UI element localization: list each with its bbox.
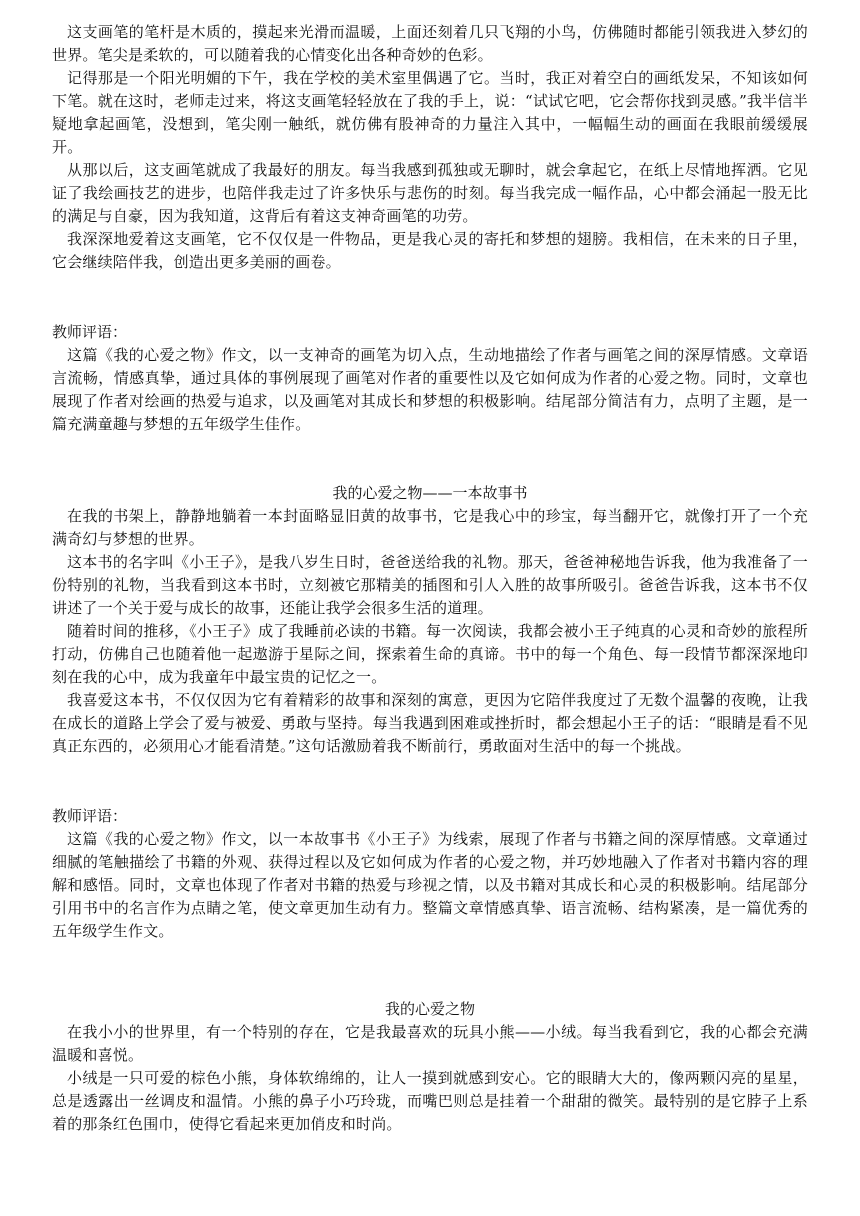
essay-2 [52,482,808,758]
essay-3-title: 我的心爱之物 [384,1000,475,1018]
essay-3-paragraph: 在我小小的世界里，有一个特别的存在，它是我最喜欢的玩具小熊——小绒。每当我看到它，我的心都会充满温暖和喜悦。 [52,1023,808,1064]
teacher-review-1 [52,321,808,436]
essay-3-paragraph: 小绒是一只可爱的棕色小熊，身体软绵绵的，让人一摸到就感到安心。它的眼睛大大的，像两颗闪亮的星星，总是透露出一丝调皮和温情。小熊的鼻子小巧玲珑，而嘴巴则总是挂着一个甜甜的微笑。最特别的是它脖子上系着的那条红色围巾，使得它看起来更加俏皮和时尚。 [52,1069,808,1133]
teacher-review-text: 这篇《我的心爱之物》作文，以一支神奇的画笔为切入点，生动地描绘了作者与画笔之间的深厚情感。文章语言流畅，情感真挚，通过具体的事例展现了画笔对作者的重要性以及它如何成为作者的心爱之物。同时，文章也展现了作者对绘画的热爱与追求，以及画笔对其成长和梦想的积极影响。结尾部分简洁有力，点明了主题，是一篇充满童趣与梦想的五年级学生佳作。 [52,346,808,433]
essay-1-paragraph: 我深深地爱着这支画笔，它不仅仅是一件物品，更是我心灵的寄托和梦想的翅膀。我相信，在未来的日子里，它会继续陪伴我，创造出更多美丽的画卷。 [52,230,808,271]
teacher-review-label: 教师评语： [52,807,128,825]
teacher-review-2 [52,805,808,943]
teacher-review-label: 教师评语： [52,323,128,341]
essay-3 [52,998,808,1136]
teacher-review-text: 这篇《我的心爱之物》作文，以一本故事书《小王子》为线索，展现了作者与书籍之间的深厚情感。文章通过细腻的笔触描绘了书籍的外观、获得过程以及它如何成为作者的心爱之物，并巧妙地融入了作者对书籍内容的理解和感悟。同时，文章也体现了作者对书籍的热爱与珍视之情，以及书籍对其成长和心灵的积极影响。结尾部分引用书中的名言作为点睛之笔，使文章更加生动有力。整篇文章情感真挚、语言流畅、结构紧凑，是一篇优秀的五年级学生作文。 [52,830,808,940]
essay-1-paragraph: 从那以后，这支画笔就成了我最好的朋友。每当我感到孤独或无聊时，就会拿起它，在纸上尽情地挥洒。它见证了我绘画技艺的进步，也陪伴我走过了许多快乐与悲伤的时刻。每当我完成一幅作品，心中都会涌起一股无比的满足与自豪，因为我知道，这背后有着这支神奇画笔的功劳。 [52,161,808,225]
essay-2-paragraph: 在我的书架上，静静地躺着一本封面略显旧黄的故事书，它是我心中的珍宝，每当翻开它，就像打开了一个充满奇幻与梦想的世界。 [52,507,808,548]
essay-1-paragraph: 这支画笔的笔杆是木质的，摸起来光滑而温暖，上面还刻着几只飞翔的小鸟，仿佛随时都能引领我进入梦幻的世界。笔尖是柔软的，可以随着我的心情变化出各种奇妙的色彩。 [52,23,808,64]
essay-2-paragraph: 我喜爱这本书，不仅仅因为它有着精彩的故事和深刻的寓意，更因为它陪伴我度过了无数个温馨的夜晚，让我在成长的道路上学会了爱与被爱、勇敢与坚持。每当我遇到困难或挫折时，都会想起小王子的话：“眼睛是看不见真正东西的，必须用心才能看清楚。”这句话激励着我不断前行，勇敢面对生活中的每一个挑战。 [52,691,808,755]
essay-2-title: 我的心爱之物——一本故事书 [332,484,528,502]
essay-1-paragraph: 记得那是一个阳光明媚的下午，我在学校的美术室里偶遇了它。当时，我正对着空白的画纸发呆，不知该如何下笔。就在这时，老师走过来，将这支画笔轻轻放在了我的手上，说：“试试它吧，它会帮你找到灵感。”我半信半疑地拿起画笔，没想到，笔尖刚一触纸，就仿佛有股神奇的力量注入其中，一幅幅生动的画面在我眼前缓缓展开。 [52,69,808,156]
essay-1-continuation [52,21,808,274]
essay-2-paragraph: 这本书的名字叫《小王子》，是我八岁生日时，爸爸送给我的礼物。那天，爸爸神秘地告诉我，他为我准备了一份特别的礼物，当我看到这本书时，立刻被它那精美的插图和引人入胜的故事所吸引。爸爸告诉我，这本书不仅讲述了一个关于爱与成长的故事，还能让我学会很多生活的道理。 [52,553,808,617]
essay-2-paragraph: 随着时间的推移，《小王子》成了我睡前必读的书籍。每一次阅读，我都会被小王子纯真的心灵和奇妙的旅程所打动，仿佛自己也随着他一起遨游于星际之间，探索着生命的真谛。书中的每一个角色、每一段情节都深深地印刻在我的心中，成为我童年中最宝贵的记忆之一。 [52,622,808,686]
